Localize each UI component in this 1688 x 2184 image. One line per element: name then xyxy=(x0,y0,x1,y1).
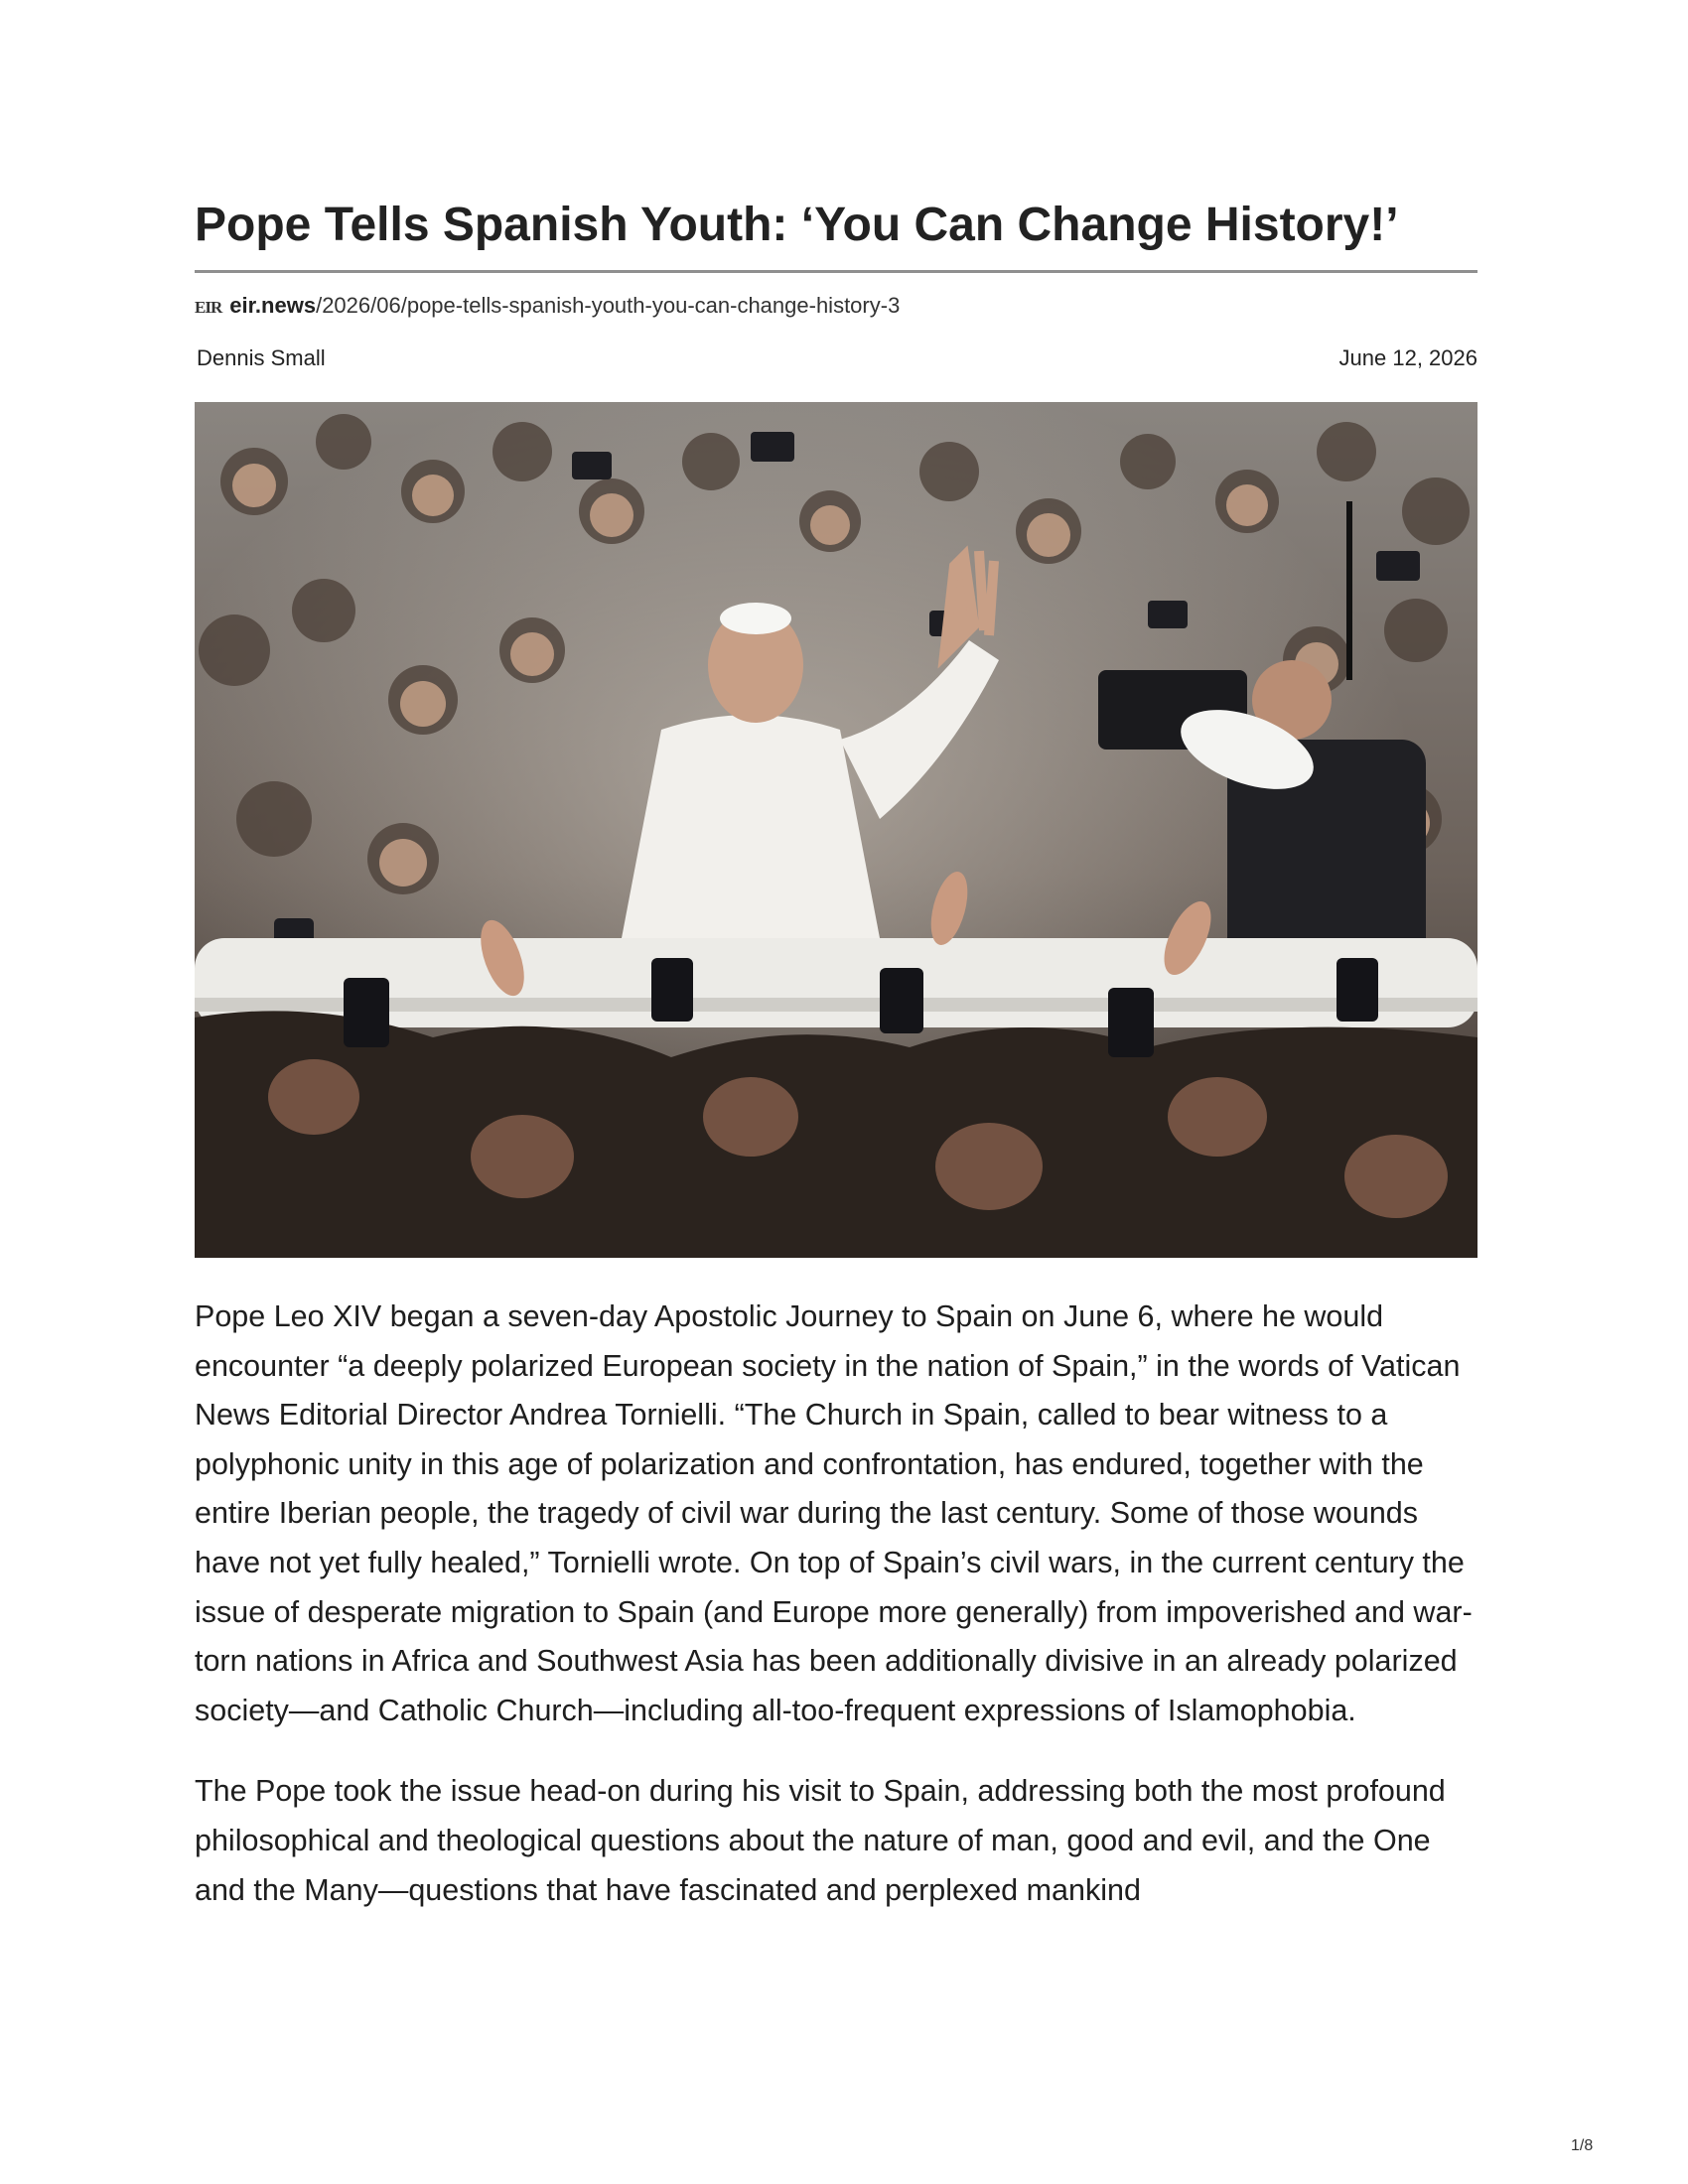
hero-photo xyxy=(195,402,1477,1258)
article-body xyxy=(195,1293,1477,1947)
title-divider xyxy=(195,270,1477,273)
article-title: Pope Tells Spanish Youth: ‘You Can Change History!’ xyxy=(195,199,1399,251)
eir-logo: EIR xyxy=(195,298,222,317)
hero-photo-illustration xyxy=(195,402,1477,1258)
source-domain[interactable]: eir.news xyxy=(229,293,317,318)
author-name: Dennis Small xyxy=(197,345,326,370)
paragraph: The Pope took the issue head-on during his visit to Spain, addressing both the most profound philosophical and theological questions about the nature of man, good and evil, and the One and the Many—questions that have fascinated and perplexed mankind xyxy=(195,1774,1446,1907)
paragraph: Pope Leo XIV began a seven-day Apostolic Journey to Spain on June 6, where he would encounter “a deeply polarized European society in the nation of Spain,” in the words of Vatican News Editorial Director Andrea Tornielli. “The Church in Spain, called to bear witness to a polyphonic unity in this age of polarization and confrontation, has endured, together with the entire Iberian people, the tragedy of civil war during the last century. Some of those wounds have not yet fully healed,” Tornielli wrote. On top of Spain’s civil wars, in the current century the issue of desperate migration to Spain (and Europe more generally) from impoverished and war-torn nations in Africa and Southwest Asia has been additionally divisive in an already polarized society—and Catholic Church—including all-too-frequent expressions of Islamophobia. xyxy=(195,1299,1473,1727)
publish-date: June 12, 2026 xyxy=(1338,345,1477,370)
source-path[interactable]: /2026/06/pope-tells-spanish-youth-you-can-change-history-3 xyxy=(316,293,901,318)
page-number: 1/8 xyxy=(1571,2137,1594,2154)
source-line[interactable] xyxy=(195,291,900,323)
